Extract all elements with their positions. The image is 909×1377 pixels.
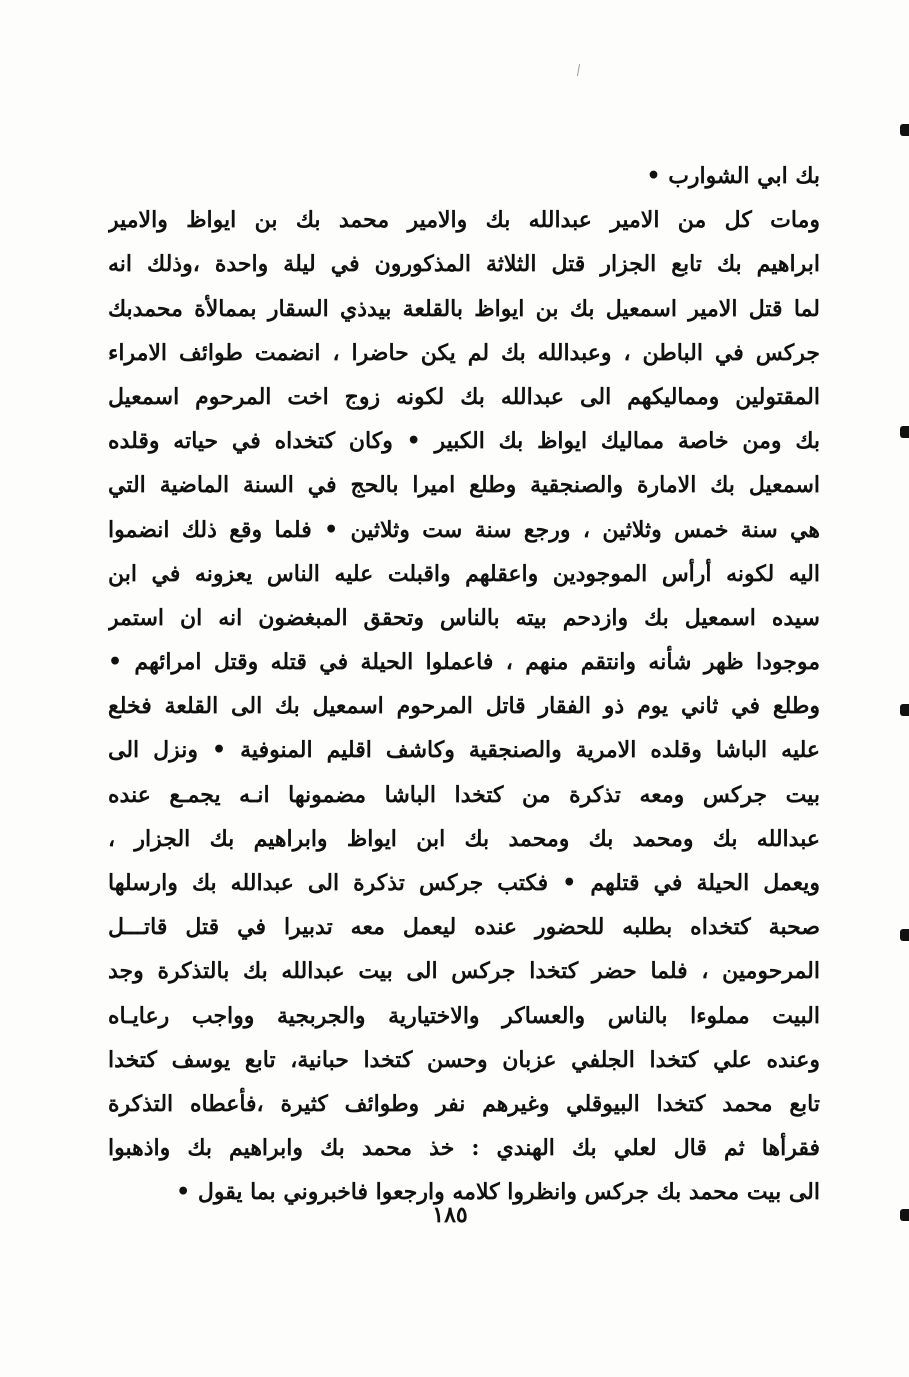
- binding-mark: [900, 929, 909, 941]
- text-line: ابراهيم بك تابع الجزار قتل الثلاثة المذكورون في ليلة واحدة ،وذلك انه: [108, 251, 820, 278]
- text-line: اسمعيل بك الامارة والصنجقية وطلع اميرا بالحج في السنة الماضية التي: [108, 472, 820, 499]
- text-line: الى بيت محمد بك جركس وانظروا كلامه وارجعوا فاخبروني بما يقول •: [176, 1179, 820, 1206]
- text-line: اليه لكونه أرأس الموجودين واعقلهم واقبلت عليه الناس يعزونه في ابن: [108, 560, 820, 587]
- text-line: بك ومن خاصة مماليك ايواظ بك الكبير • وكان كتخداه في حياته وقلده: [108, 428, 820, 455]
- text-line: البيت مملوءا بالناس والعساكر والاختيارية والجربجية وواجب رعايـاه: [108, 1002, 820, 1029]
- text-line: لما قتل الامير اسمعيل بك بن ايواظ بالقلعة بيدذي السقار بممالأة محمدبك: [108, 295, 820, 322]
- body-text: [108, 154, 820, 1215]
- text-line: وعنده علي كتخدا الجلفي عزبان وحسن كتخدا حبانية، تابع يوسف كتخدا: [108, 1046, 820, 1073]
- binding-mark: [900, 124, 909, 136]
- text-line: سيده اسمعيل بك وازدحم بيته بالناس وتحقق المبغضون انه ان استمر: [108, 604, 820, 631]
- text-line: صحبة كتخداه بطلبه للحضور عنده ليعمل معه تدبيرا في قتل قاتـــل: [108, 914, 820, 941]
- text-line: تابع محمد كتخدا البيوقلي وغيرهم نفر وطوائف كثيرة ،فأعطاه التذكرة: [108, 1090, 820, 1117]
- binding-mark: [900, 704, 909, 716]
- text-line: المرحومين ، فلما حضر كتخدا جركس الى بيت عبدالله بك بالتذكرة وجد: [108, 958, 820, 985]
- text-line: عليه الباشا وقلده الامرية والصنجقية وكاشف اقليم المنوفية • ونزل الى: [108, 737, 820, 764]
- text-line: فقرأها ثم قال لعلي بك الهندي : خذ محمد بك وابراهيم بك واذهبوا: [108, 1135, 820, 1162]
- pencil-mark: [577, 64, 580, 76]
- text-line: موجودا ظهر شأنه وانتقم منهم ، فاعملوا الحيلة في قتله وقتل امرائهم •: [108, 649, 820, 676]
- text-line: هي سنة خمس وثلاثين ، ورجع سنة ست وثلاثين • فلما وقع ذلك انضموا: [108, 516, 820, 543]
- text-line: بك ابي الشوارب •: [646, 163, 820, 189]
- binding-mark: [900, 1209, 909, 1221]
- text-line: المقتولين ومماليكهم الى عبدالله بك لكونه زوج اخت المرحوم اسمعيل: [108, 383, 820, 410]
- text-line: ويعمل الحيلة في قتلهم • فكتب جركس تذكرة الى عبدالله بك وارسلها: [108, 870, 820, 896]
- text-line: جركس في الباطن ، وعبدالله بك لم يكن حاضرا ، انضمت طوائف الامراء: [108, 339, 820, 366]
- text-line: عبدالله بك ومحمد بك ومحمد بك ابن ايواظ وابراهيم بك الجزار ،: [108, 825, 820, 852]
- page-number: ١٨٥: [432, 1202, 468, 1228]
- text-line: بيت جركس ومعه تذكرة من كتخدا الباشا مضمونها انـه يجمـع عنده: [108, 781, 820, 808]
- text-line: وطلع في ثاني يوم ذو الفقار قاتل المرحوم اسمعيل بك الى القلعة فخلع: [108, 693, 820, 720]
- text-line: ومات كل من الامير عبدالله بك والامير محمد بك بن ايواظ والامير: [108, 207, 820, 234]
- binding-mark: [900, 426, 909, 438]
